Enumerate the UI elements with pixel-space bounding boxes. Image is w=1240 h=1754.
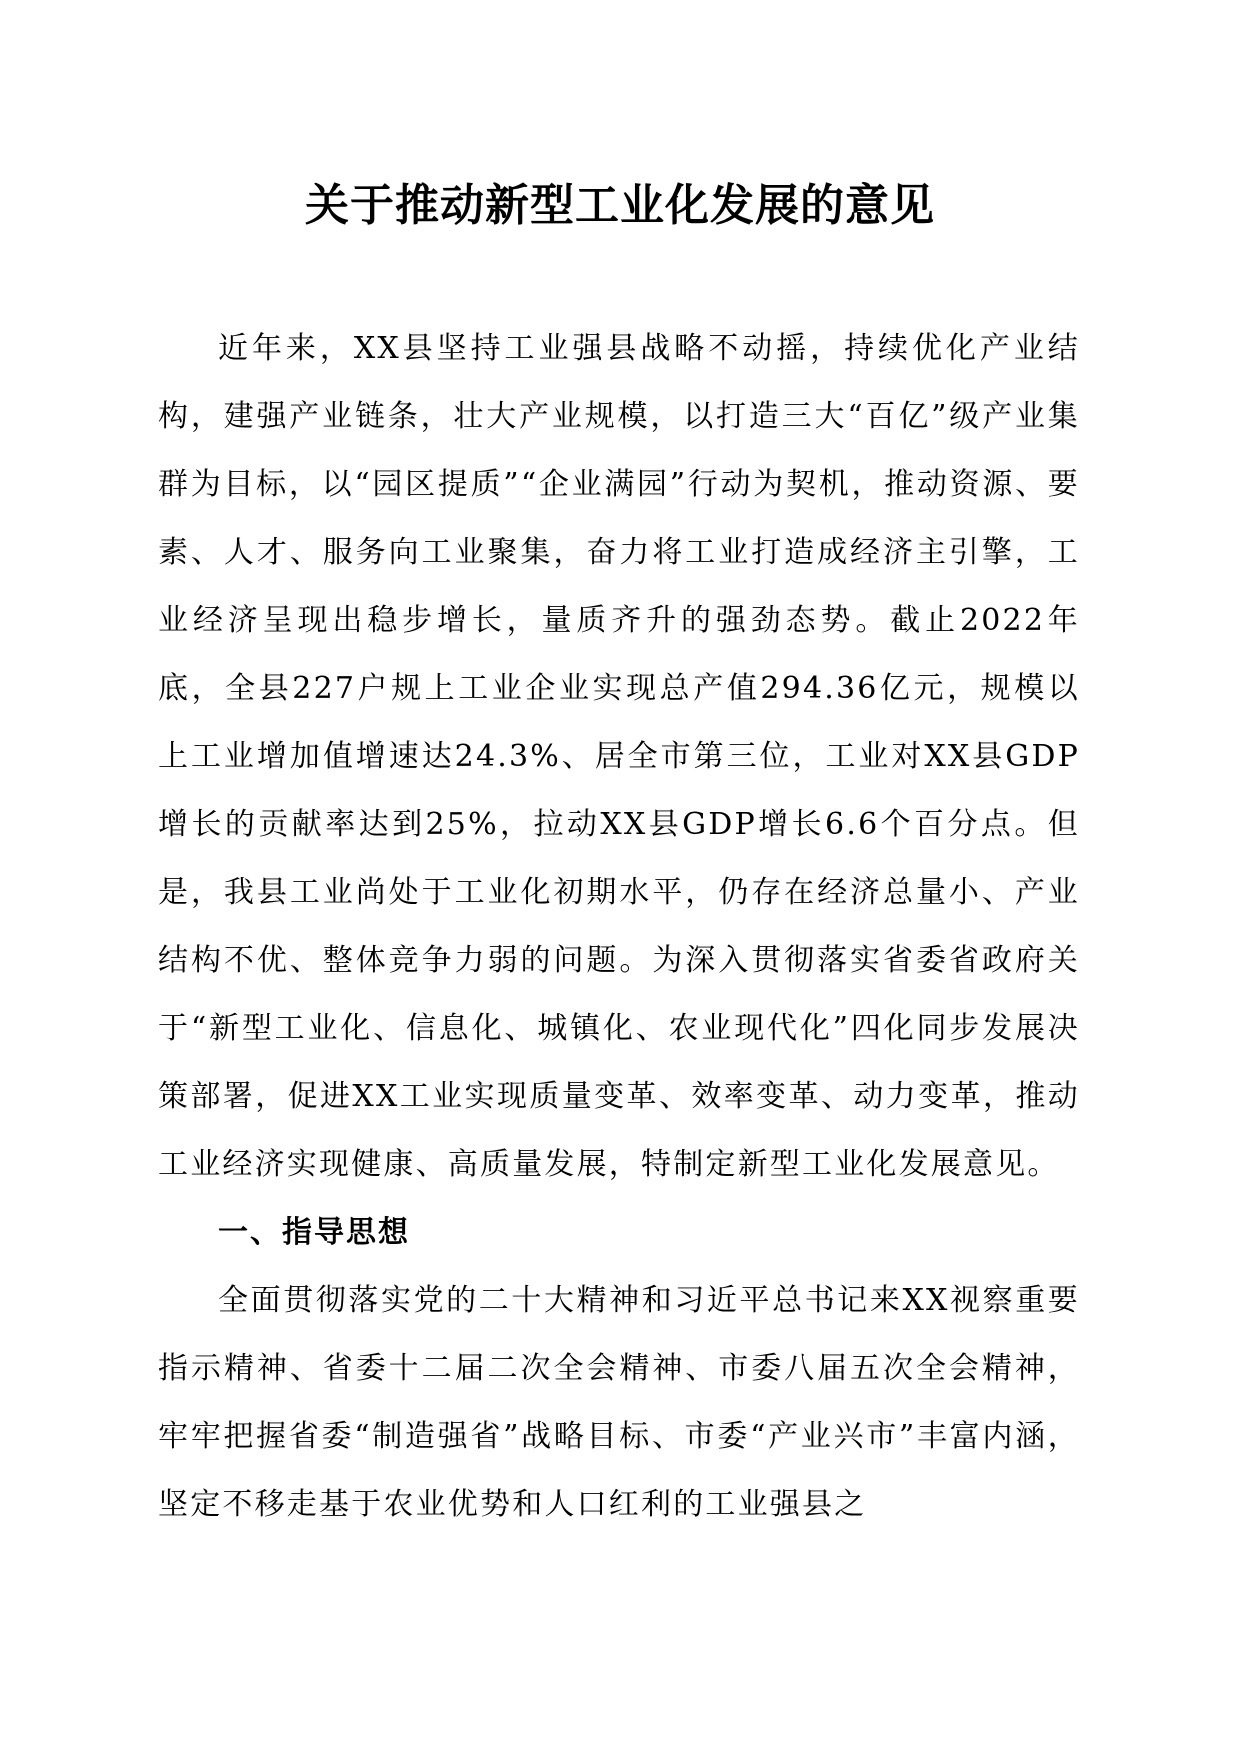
section-heading-guiding-ideology: 一、指导思想 bbox=[218, 1215, 410, 1250]
document-title: 关于推动新型工业化发展的意见 bbox=[305, 180, 935, 231]
intro-paragraph: 近年来，XX县坚持工业强县战略不动摇，持续优化产业结构，建强产业链条，壮大产业规模，以打造三大“百亿”级产业集群为目标，以“园区提质”“企业满园”行动为契机，推动资源、要素、人才、服务向工业聚集，奋力将工业打造成经济主引擎，工业经济呈现出稳步增长，量质齐升的强劲态势。截止2022年底，全县227户规上工业企业实现总产值294.36亿元，规模以上工业增加值增速达24.3%、居全市第三位，工业对XX县GDP增长的贡献率达到25%，拉动XX县GDP增长6.6个百分点。但是，我县工业尚处于工业化初期水平，仍存在经济总量小、产业结构不优、整体竞争力弱的问题。为深入贯彻落实省委省政府关于“新型工业化、信息化、城镇化、农业现代化”四化同步发展决策部署，促进XX工业实现质量变革、效率变革、动力变革，推动工业经济实现健康、高质量发展，特制定新型工业化发展意见。 bbox=[158, 331, 1080, 1182]
document-body bbox=[158, 315, 1080, 1539]
section-paragraph-guiding-ideology: 全面贯彻落实党的二十大精神和习近平总书记来XX视察重要指示精神、省委十二届二次全会精神、市委八届五次全会精神，牢牢把握省委“制造强省”战略目标、市委“产业兴市”丰富内涵，坚定不移走基于农业优势和人口红利的工业强县之 bbox=[158, 1283, 1080, 1522]
